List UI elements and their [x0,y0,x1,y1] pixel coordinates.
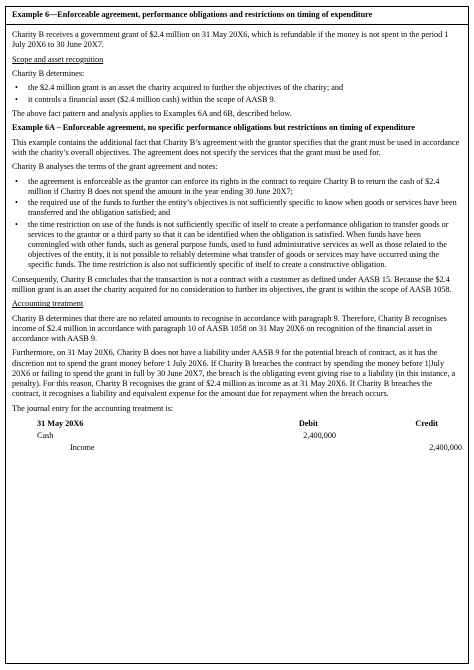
debit-cell [210,442,336,454]
example-6-title: Example 6—Enforceable agreement, performance obligations and restrictions on timing of expenditure [6,7,468,25]
document-page [5,6,469,664]
analysis-list [12,177,462,271]
example-6a-paragraph-1: This example contains the additional fact that Charity B’s agreement with the grantor specifies that the grant must be used in accordance with the charity’s overall objectives. The agreement does not specify the services that the grant must be used for. [12,137,460,157]
list-item: • the required use of the funds to further the entity’s objectives is not sufficiently specific to know when goods or services have been transferred and the obligation satisfied; and [12,198,462,218]
journal-date: 31 May 20X6 [37,418,84,428]
debit-cell: 2,400,000 [303,431,336,441]
table-row [12,442,462,454]
table-row [12,430,462,442]
intro-paragraph: Charity B receives a government grant of $2.4 million on 31 May 20X6, which is refundable if the money is not spent in the period 1 July 20X6 to 30 June 20X7. [12,30,449,50]
accounting-paragraph-2: Furthermore, on 31 May 20X6, Charity B does not have a liability under AASB 9 for the potential breach of contract, as it has the discretion not to spend the grant money before 1 July 20X6. If Charity B breaches the contract by spending the money before 1|July 20X6 or failing to spend the grant in full by 30 June 20X7, the breach is the obligating event giving rise to a liability (in this instance, a penalty). For this reason, Charity B recognises the grant of $2.4 million as income as at 31 May 20X6. If Charity B breaches the contract, it recognises a liability and equivalent expense for the amount due for repayment when the breach occurs. [12,348,456,399]
applies-paragraph: The above fact pattern and analysis applies to Examples 6A and 6B, described below. [12,108,292,118]
document-body [6,25,468,454]
scope-heading: Scope and asset recognition [12,54,104,64]
journal-intro: The journal entry for the accounting treatment is: [12,403,174,413]
credit-cell: 2,400,000 [429,443,462,453]
credit-cell [336,430,462,442]
example-6a-title: Example 6A – Enforceable agreement, no specific performance obligations but restrictions on timing of expenditure [12,123,416,133]
account-cell: Cash [37,431,54,441]
journal-header-row [12,418,462,430]
credit-header: Credit [415,418,438,428]
determines-list [12,83,462,104]
debit-header: Debit [298,418,318,428]
list-item: • the agreement is enforceable as the grantor can enforce its rights in the contract to require Charity B to return the cash of $2.4 million if Charity B does not spend the amount in the year ending 30 June 20X7; [12,177,462,197]
accounting-paragraph-1: Charity B determines that there are no related amounts to recognise in accordance with paragraph 9. Therefore, Charity B recognises income of $2.4 million in accordance with paragraph 10 of AASB 1058 on 31 May 20X6 on recognition of the financial asset in accordance with AASB 9. [12,313,447,343]
accounting-heading: Accounting treatment [12,299,84,309]
list-item: • the $2.4 million grant is an asset the charity acquired to further the objectives of the charity; and [12,83,462,93]
account-cell: Income [70,443,95,453]
journal-table [12,418,462,455]
list-item: • it controls a financial asset ($2.4 million cash) within the scope of AASB 9. [12,95,462,105]
determines-paragraph: Charity B determines: [12,69,85,78]
example-6a-paragraph-2: Charity B analyses the terms of the grant agreement and notes: [12,162,218,172]
list-item: • the time restriction on use of the funds is not sufficiently specific of itself to create a performance obligation to transfer goods or services to the grantor or a third party so that it can be identified when the obligation is satisfied. When funds have been commingled with other funds, such as general purpose funds, used to fund administrative services as well as those related to the objectives of the entity, it is not possible to reliably determine what transfer of goods or services may have occurred using the specific funds. The time restriction is also not sufficiently specific of itself to create a constructive obligation. [12,220,462,271]
conclusion-paragraph: Consequently, Charity B concludes that the transaction is not a contract with a customer as defined under AASB 15. Because the $2.4 million grant is an asset the charity acquired for no consideration to further its objectives, the grant is within the scope of AASB 1058. [12,274,452,294]
